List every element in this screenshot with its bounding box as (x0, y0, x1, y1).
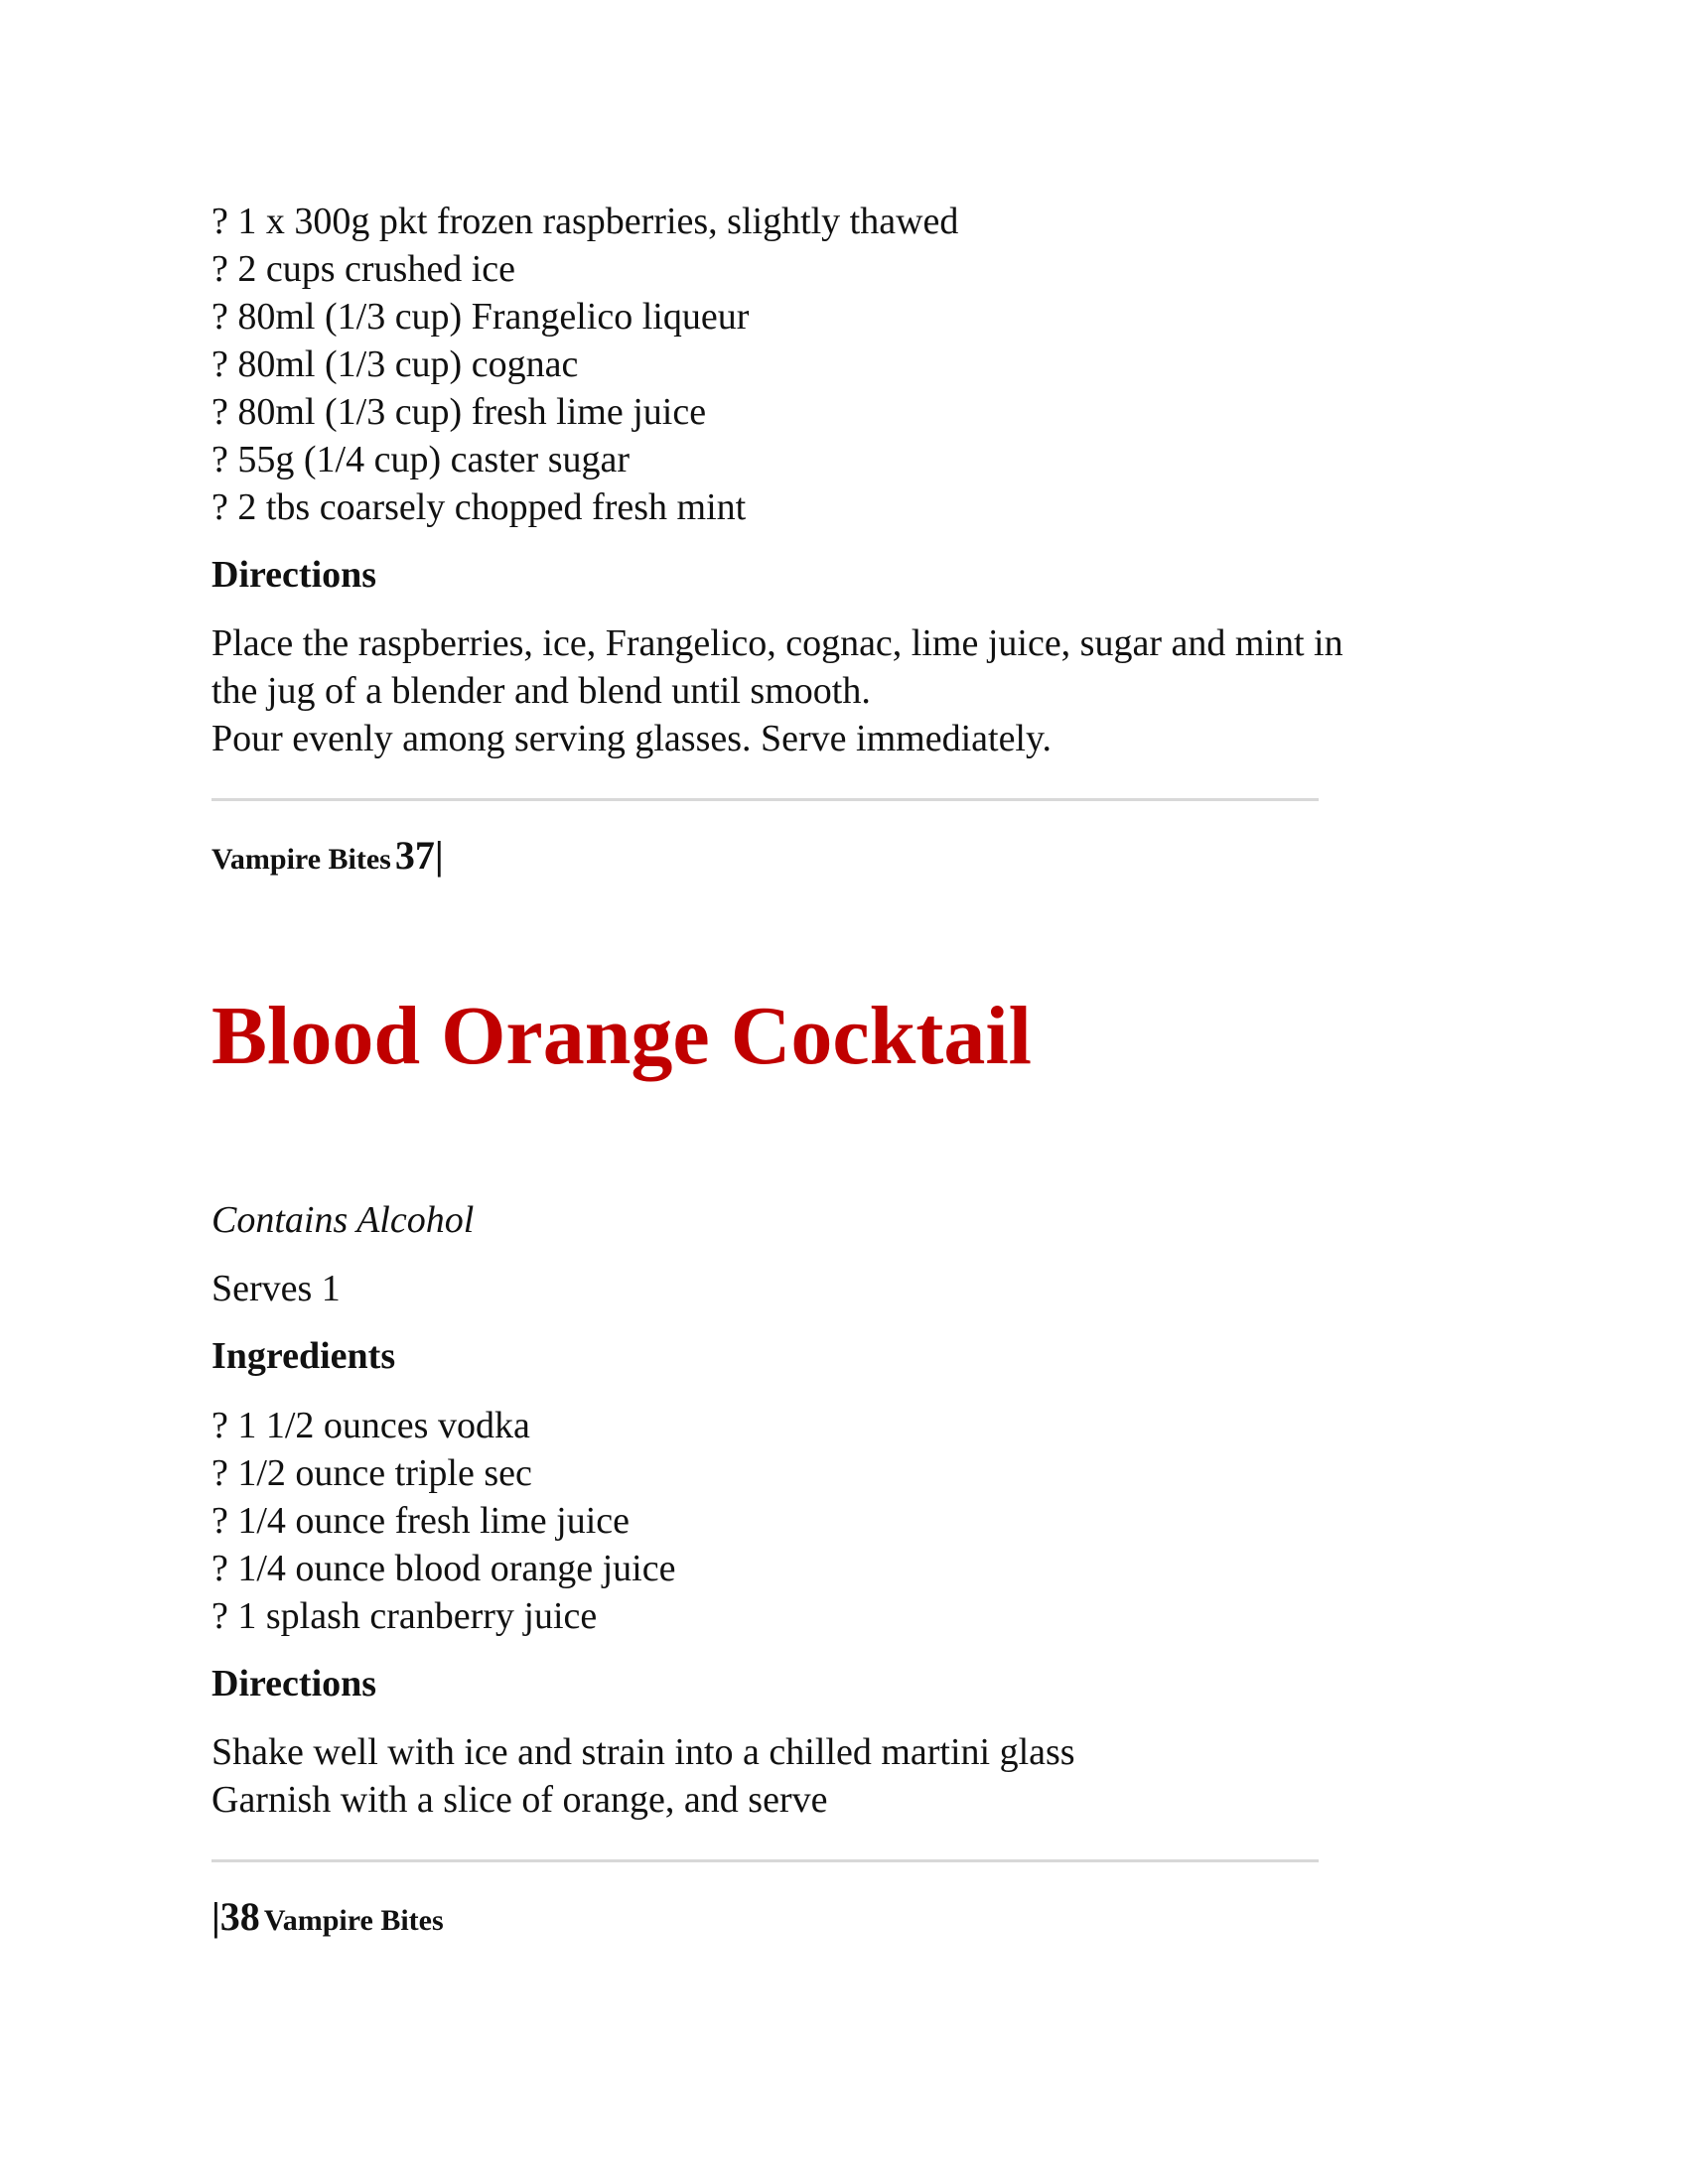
list-item: ? 2 cups crushed ice (211, 248, 515, 290)
page-footer-37 (211, 832, 444, 879)
list-item: ? 1/4 ounce blood orange juice (211, 1548, 676, 1589)
list-item: ? 80ml (1/3 cup) fresh lime juice (211, 391, 707, 433)
divider (211, 798, 1319, 801)
list-item: ? 80ml (1/3 cup) Frangelico liqueur (211, 296, 750, 338)
directions-line: Pour evenly among serving glasses. Serve immediately. (211, 718, 1053, 759)
directions-line: the jug of a blender and blend until smooth. (211, 670, 871, 712)
top-directions-heading: Directions (211, 554, 377, 596)
bottom-directions-heading: Directions (211, 1663, 377, 1705)
list-item: ? 2 tbs coarsely chopped fresh mint (211, 486, 747, 528)
alcohol-note: Contains Alcohol (211, 1199, 475, 1241)
serves-text: Serves 1 (211, 1268, 341, 1309)
footer-book-title: Vampire Bites (263, 1904, 444, 1937)
footer-page-number: 37| (394, 833, 444, 878)
list-item: ? 1 1/2 ounces vodka (211, 1405, 530, 1446)
page-footer-38 (211, 1893, 444, 1940)
list-item: ? 80ml (1/3 cup) cognac (211, 343, 579, 385)
ingredients-heading: Ingredients (211, 1335, 396, 1377)
list-item: ? 55g (1/4 cup) caster sugar (211, 439, 631, 480)
recipe-title: Blood Orange Cocktail (211, 990, 1033, 1082)
list-item: ? 1/2 ounce triple sec (211, 1452, 532, 1494)
footer-page-number: |38 (211, 1894, 260, 1939)
list-item: ? 1/4 ounce fresh lime juice (211, 1500, 631, 1542)
divider (211, 1859, 1319, 1862)
bottom-directions (211, 1728, 1075, 1824)
list-item: ? 1 splash cranberry juice (211, 1595, 598, 1637)
directions-line: Shake well with ice and strain into a chilled martini glass (211, 1731, 1075, 1773)
top-ingredient-list (211, 198, 958, 531)
top-directions (211, 619, 1343, 762)
list-item: ? 1 x 300g pkt frozen raspberries, slightly thawed (211, 201, 959, 242)
bottom-ingredient-list (211, 1402, 675, 1640)
directions-line: Garnish with a slice of orange, and serve (211, 1779, 828, 1821)
directions-line: Place the raspberries, ice, Frangelico, cognac, lime juice, sugar and mint in (211, 622, 1343, 664)
footer-book-title: Vampire Bites (211, 843, 391, 876)
